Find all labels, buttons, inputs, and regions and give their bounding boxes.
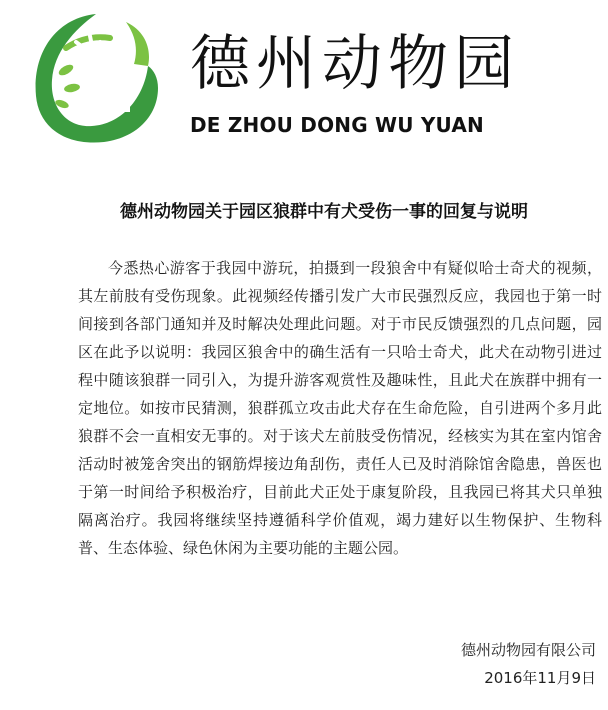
brand-name-en: DE ZHOU DONG WU YUAN xyxy=(190,113,484,137)
brand-name-cn: 德州动物园 xyxy=(190,29,520,99)
deer-leaf-logo-icon xyxy=(26,8,166,148)
document-title: 德州动物园关于园区狼群中有犬受伤一事的回复与说明 xyxy=(120,202,528,222)
signature-org: 德州动物园有限公司 xyxy=(460,641,596,659)
signature-date: 2016年11月9日 xyxy=(484,669,596,687)
signature xyxy=(461,636,596,692)
header xyxy=(0,0,608,160)
document-body: 今悉热心游客于我园中游玩，拍摄到一段狼舍中有疑似哈士奇犬的视频，其左前肢有受伤现象。此视频经传播引发广大市民强烈反应，我园也于第一时间接到各部门通知并及时解决处理此问题。对于市民反馈强烈的几点问题，园区在此予以说明：我园区狼舍中的确生活有一只哈士奇犬，此犬在动物引进过程中随该狼群一同引入，为提升游客观赏性及趣味性，且此犬在族群中拥有一定地位。如按市民猜测，狼群孤立攻击此犬存在生命危险，自引进两个多月此狼群不会一直相安无事的。对于该犬左前肢受伤情况，经核实为其在室内馆舍活动时被笼舍突出的钢筋焊接边角刮伤，责任人已及时消除馆舍隐患，兽医也于第一时间给予积极治疗，目前此犬正处于康复阶段，且我园已将其犬只单独隔离治疗。我园将继续坚持遵循科学价值观，竭力建好以生物保护、生物科普、生态体验、绿色休闲为主要功能的主题公园。 xyxy=(78,259,602,557)
